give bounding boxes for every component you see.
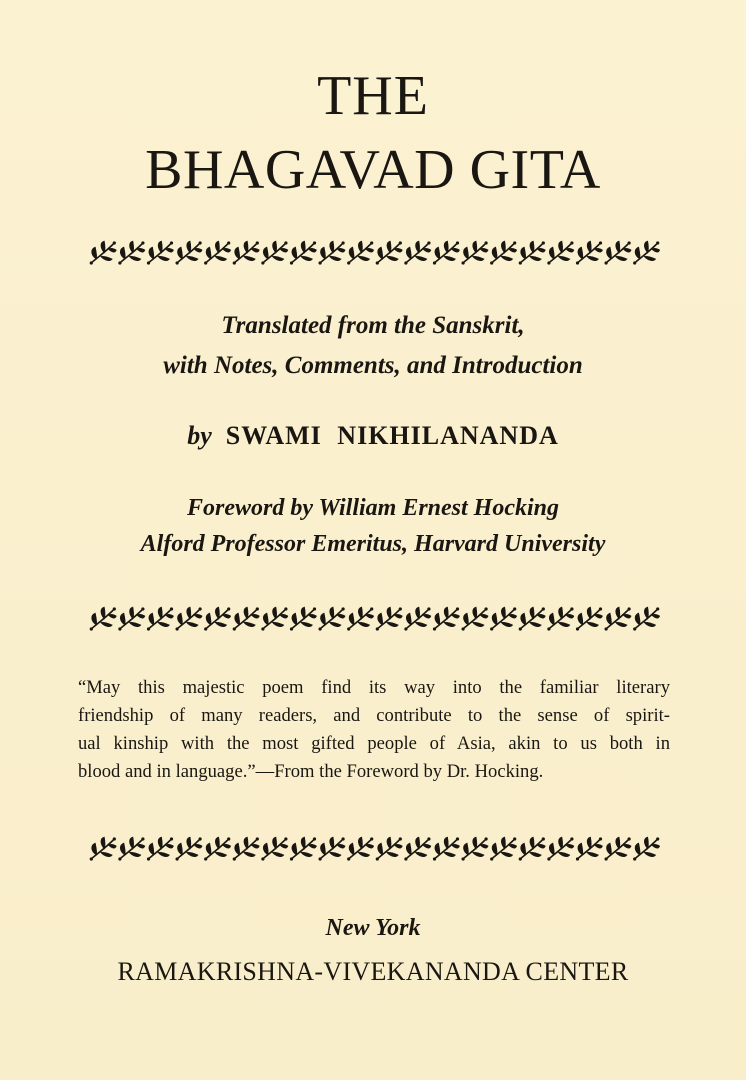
floral-leaf-icon (605, 607, 632, 631)
floral-leaf-icon (90, 837, 117, 861)
floral-leaf-icon (118, 241, 145, 265)
floral-leaf-icon (204, 241, 231, 265)
floral-leaf-icon (576, 607, 603, 631)
floral-leaf-icon (347, 607, 374, 631)
floral-leaf-icon (290, 837, 317, 861)
floral-leaf-icon (319, 241, 346, 265)
title-line-1: THE (317, 65, 429, 127)
floral-leaf-icon (633, 241, 660, 265)
floral-leaf-icon (319, 837, 346, 861)
floral-leaf-icon (404, 241, 431, 265)
floral-leaf-icon (404, 607, 431, 631)
floral-leaf-icon (176, 837, 203, 861)
blurb-quote-line: blood and in language.”—From the Foreword by Dr. Hocking. (78, 761, 544, 782)
floral-leaf-icon (261, 837, 288, 861)
floral-leaf-icon (347, 837, 374, 861)
floral-leaf-icon (233, 241, 260, 265)
ornament-divider-top (88, 240, 660, 266)
floral-leaf-icon (233, 837, 260, 861)
floral-leaf-icon (290, 607, 317, 631)
floral-leaf-icon (576, 837, 603, 861)
floral-leaf-icon (605, 241, 632, 265)
blurb-quote (78, 674, 670, 786)
publisher-name: RAMAKRISHNA-VIVEKANANDA CENTER (117, 957, 629, 986)
blurb-quote-line: ual kinship with the most gifted people of Asia, akin to us both in (78, 733, 670, 754)
floral-leaf-icon (90, 241, 117, 265)
floral-leaf-icon (547, 837, 574, 861)
subtitle-line-1: Translated from the Sanskrit, (221, 312, 525, 339)
floral-leaf-icon (462, 837, 489, 861)
floral-leaf-icon (433, 837, 460, 861)
blurb-quote-line: “May this majestic poem find its way into the familiar literary (78, 677, 670, 698)
floral-leaf-icon (118, 837, 145, 861)
floral-leaf-icon (605, 837, 632, 861)
foreword-line-2: Alford Professor Emeritus, Harvard University (140, 531, 606, 557)
floral-leaf-icon (376, 607, 403, 631)
floral-leaf-icon (633, 837, 660, 861)
floral-leaf-icon (404, 837, 431, 861)
floral-leaf-icon (147, 837, 174, 861)
floral-leaf-icon (147, 607, 174, 631)
author-line (0, 418, 746, 454)
floral-leaf-icon (376, 241, 403, 265)
floral-leaf-icon (176, 241, 203, 265)
floral-leaf-icon (376, 837, 403, 861)
floral-leaf-icon (261, 241, 288, 265)
floral-leaf-icon (433, 607, 460, 631)
subtitle-line-2: with Notes, Comments, and Introduction (163, 352, 583, 379)
floral-leaf-icon (347, 241, 374, 265)
foreword-line-1: Foreword by William Ernest Hocking (186, 495, 560, 521)
floral-leaf-icon (147, 241, 174, 265)
floral-leaf-icon (576, 241, 603, 265)
floral-leaf-icon (90, 607, 117, 631)
ornament-divider-bottom (88, 836, 660, 862)
author-prefix: by (187, 421, 212, 450)
floral-leaf-icon (261, 607, 288, 631)
floral-leaf-icon (118, 607, 145, 631)
floral-leaf-icon (233, 607, 260, 631)
title-line-2: BHAGAVAD GITA (145, 139, 601, 201)
floral-leaf-icon (519, 241, 546, 265)
floral-leaf-icon (462, 607, 489, 631)
floral-leaf-icon (519, 607, 546, 631)
floral-leaf-icon (319, 607, 346, 631)
floral-leaf-icon (176, 607, 203, 631)
author-name: SWAMI NIKHILANANDA (225, 421, 559, 450)
floral-leaf-icon (490, 837, 517, 861)
floral-leaf-icon (519, 837, 546, 861)
floral-leaf-icon (490, 607, 517, 631)
floral-leaf-icon (433, 241, 460, 265)
floral-leaf-icon (547, 241, 574, 265)
ornament-divider-middle (88, 606, 660, 632)
floral-leaf-icon (204, 837, 231, 861)
publisher-city: New York (325, 915, 421, 941)
floral-leaf-icon (462, 241, 489, 265)
floral-leaf-icon (290, 241, 317, 265)
blurb-quote-line: friendship of many readers, and contribute to the sense of spirit- (78, 705, 670, 726)
floral-leaf-icon (633, 607, 660, 631)
floral-leaf-icon (490, 241, 517, 265)
floral-leaf-icon (547, 607, 574, 631)
floral-leaf-icon (204, 607, 231, 631)
